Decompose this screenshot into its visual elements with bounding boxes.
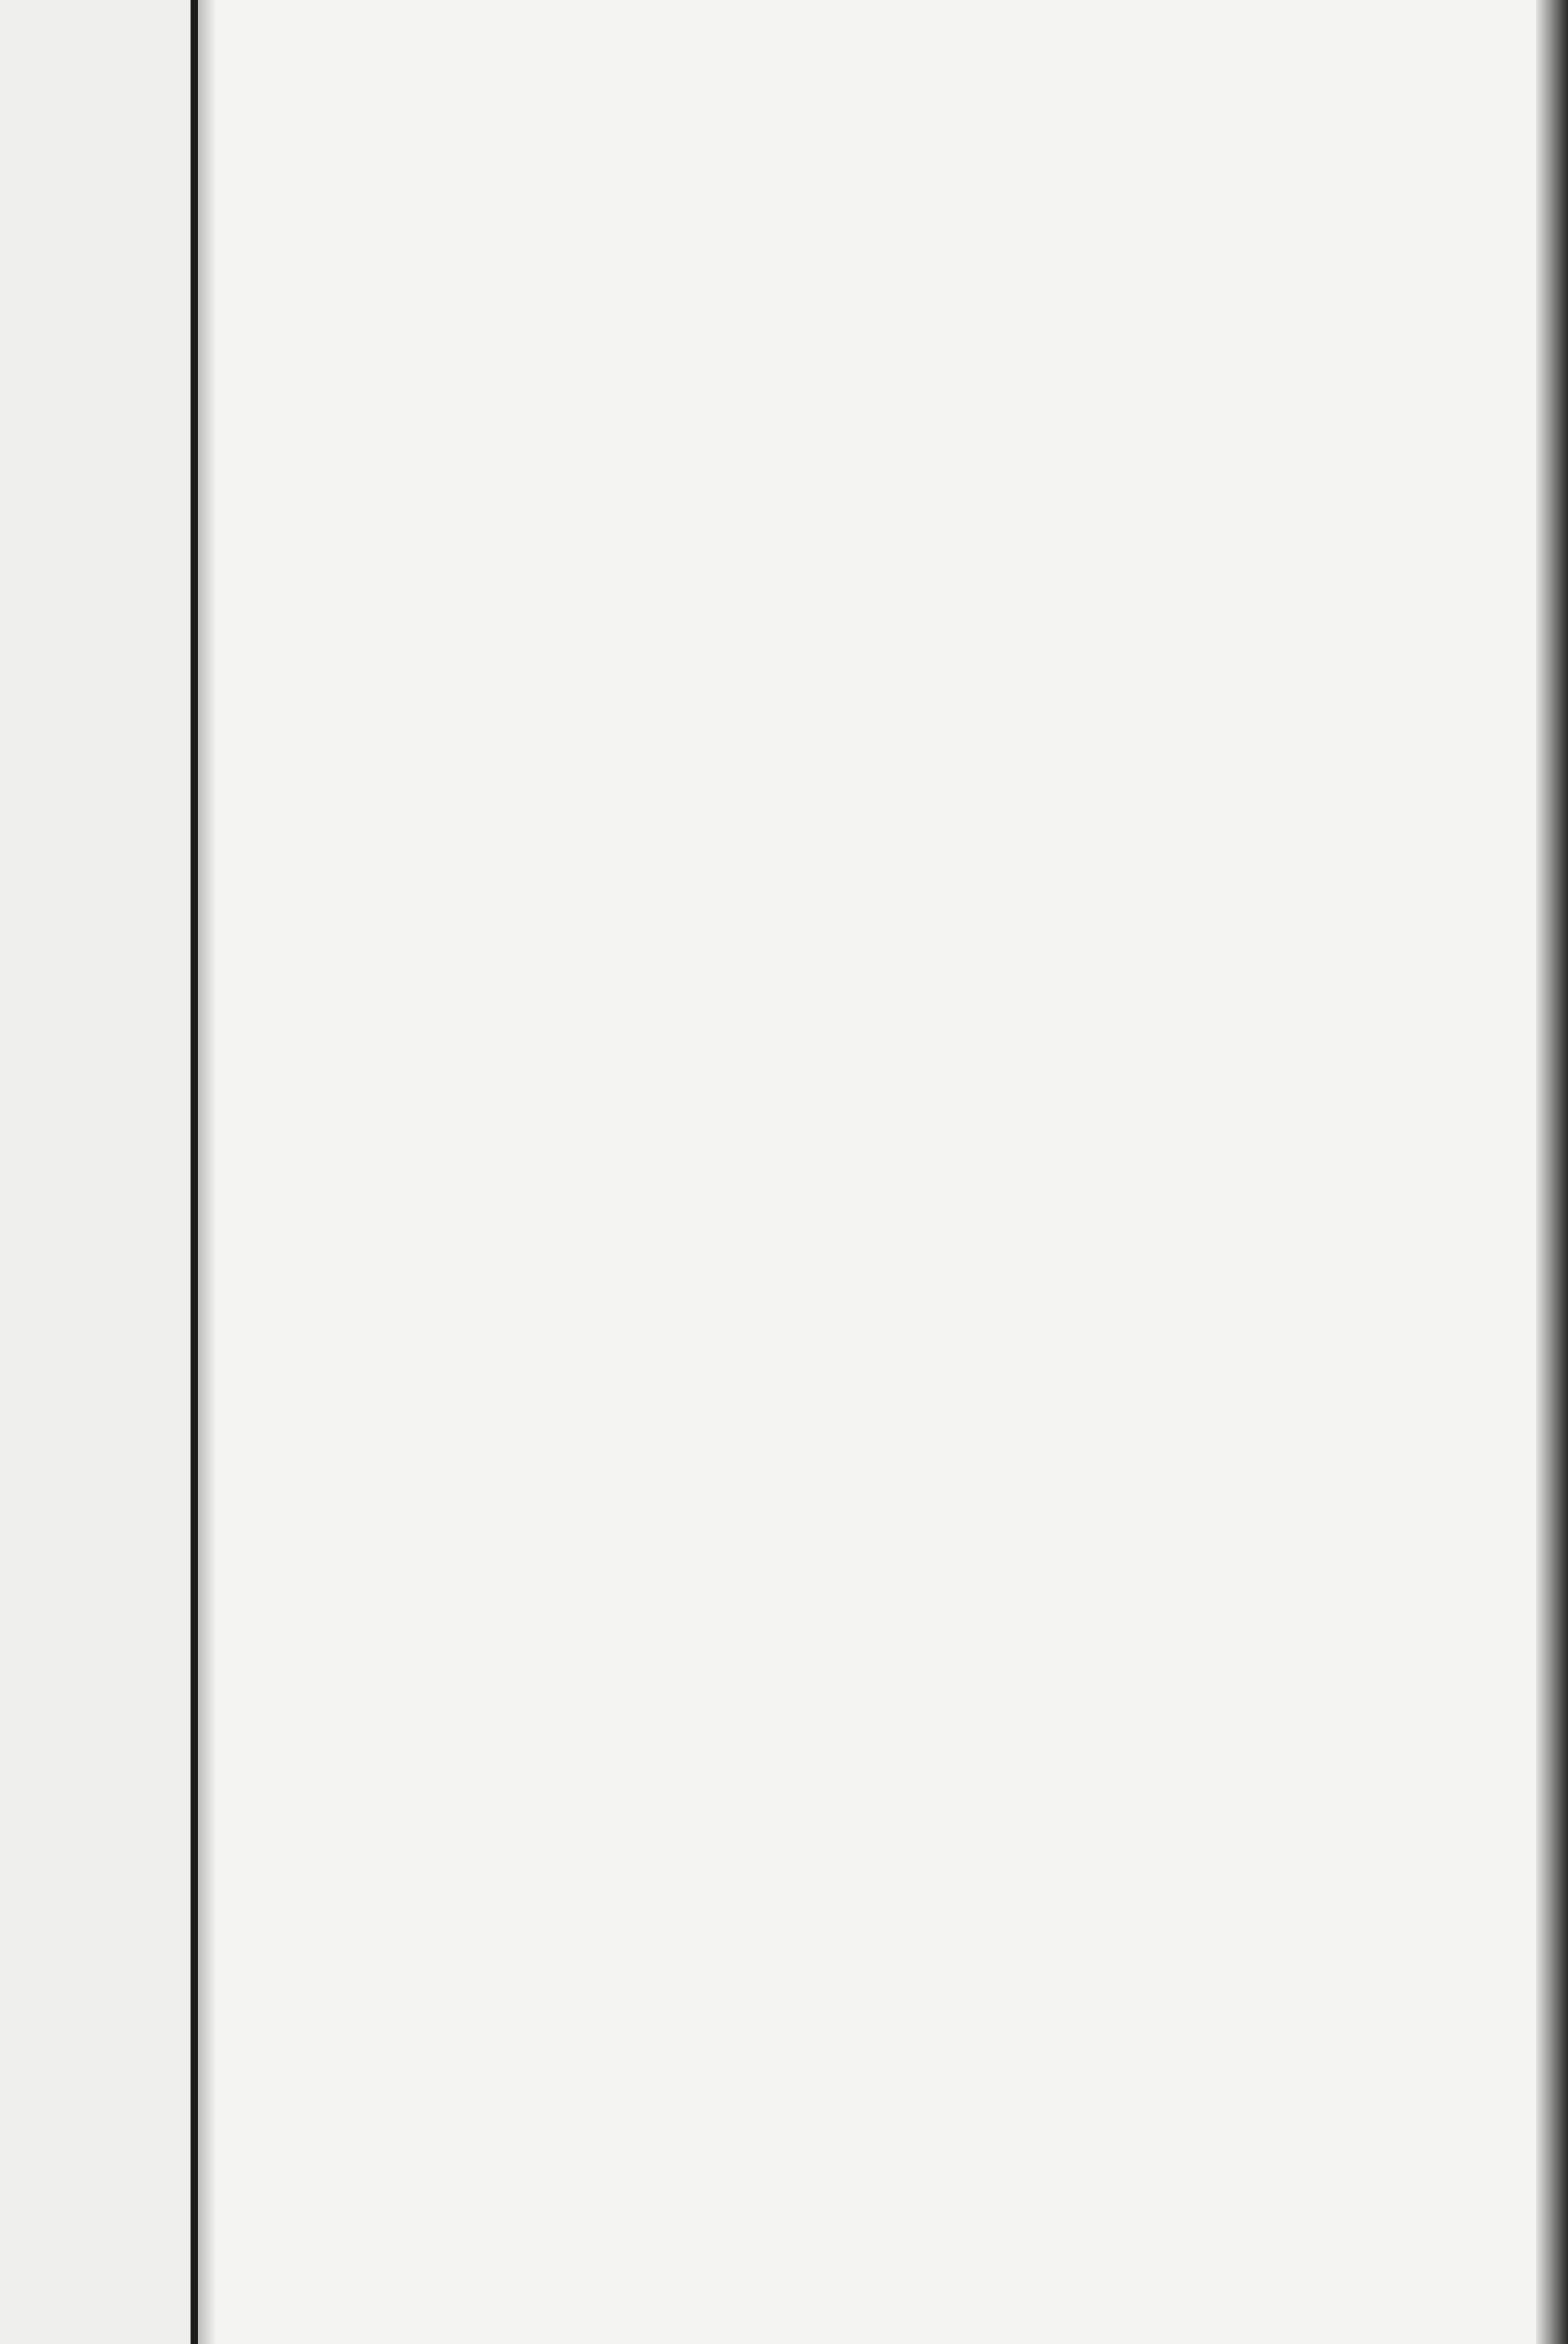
left-page-fragment xyxy=(0,0,191,2344)
page-gutter xyxy=(191,0,198,2344)
page-edge xyxy=(1536,0,1568,2344)
gutter-shadow xyxy=(198,0,217,2344)
right-page xyxy=(217,0,1555,2344)
